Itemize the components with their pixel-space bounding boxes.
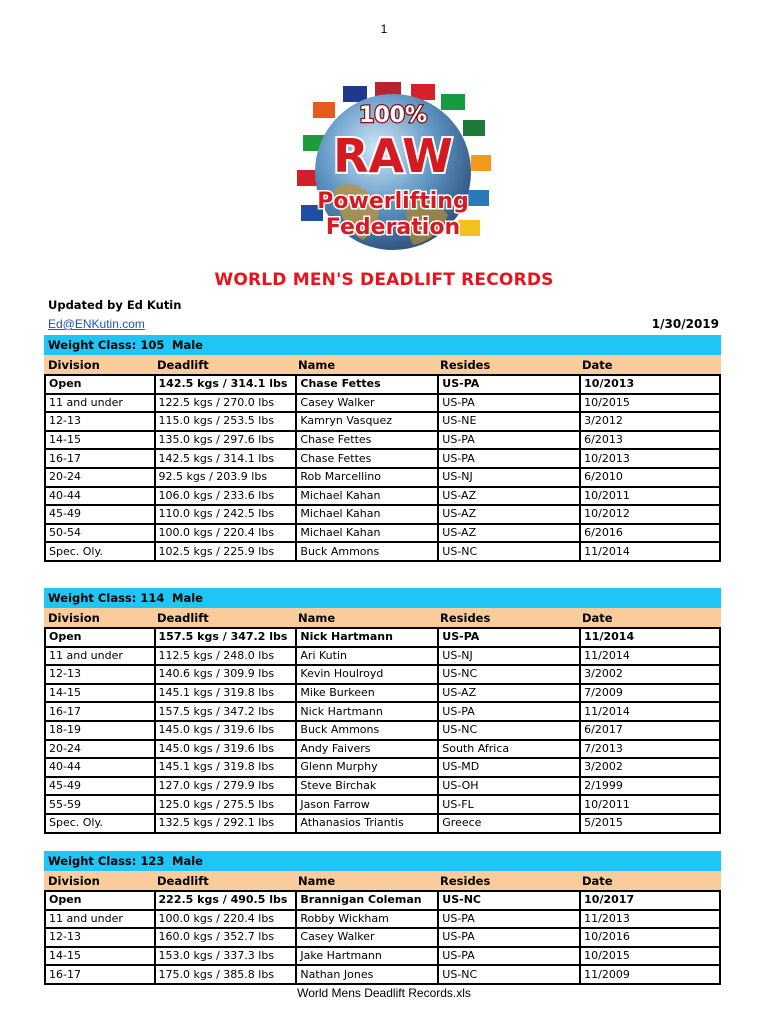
cell-division: 16-17: [45, 449, 155, 468]
cell-deadlift: 140.6 kgs / 309.9 lbs: [155, 665, 297, 684]
cell-date: 10/2012: [580, 505, 720, 524]
weight-class-bar: [44, 588, 721, 608]
cell-resides: US-PA: [438, 449, 580, 468]
cell-name: Chase Fettes: [296, 431, 438, 450]
table-row: [45, 431, 720, 450]
cell-deadlift: 100.0 kgs / 220.4 lbs: [155, 524, 297, 543]
cell-deadlift: 175.0 kgs / 385.8 lbs: [155, 965, 297, 984]
cell-division: Open: [45, 628, 155, 647]
cell-deadlift: 135.0 kgs / 297.6 lbs: [155, 431, 297, 450]
cell-date: 11/2014: [580, 542, 720, 561]
cell-resides: US-PA: [438, 928, 580, 947]
column-header-row: [44, 608, 721, 627]
cell-resides: US-AZ: [438, 684, 580, 703]
logo-powerlifting-text: Powerlifting: [317, 189, 469, 214]
header-division: Division: [48, 874, 100, 888]
table-row: [45, 777, 720, 796]
cell-date: 10/2015: [580, 947, 720, 966]
table-row: [45, 758, 720, 777]
cell-name: Buck Ammons: [296, 542, 438, 561]
cell-deadlift: 102.5 kgs / 225.9 lbs: [155, 542, 297, 561]
logo-100-text: 100%: [359, 103, 427, 128]
weight-class-label: Weight Class: 105: [48, 338, 165, 352]
cell-date: 7/2013: [580, 740, 720, 759]
cell-date: 10/2013: [580, 449, 720, 468]
header-deadlift: Deadlift: [157, 611, 209, 625]
cell-deadlift: 127.0 kgs / 279.9 lbs: [155, 777, 297, 796]
cell-resides: US-MD: [438, 758, 580, 777]
cell-resides: US-PA: [438, 947, 580, 966]
weight-class-section-2: [44, 588, 721, 834]
cell-name: Kevin Houlroyd: [296, 665, 438, 684]
header-name: Name: [298, 611, 336, 625]
cell-division: 14-15: [45, 947, 155, 966]
cell-date: 10/2017: [580, 891, 720, 910]
cell-name: Nick Hartmann: [296, 628, 438, 647]
globe-logo-icon: [293, 80, 493, 260]
cell-resides: US-AZ: [438, 487, 580, 506]
cell-date: 10/2013: [580, 375, 720, 394]
cell-deadlift: 125.0 kgs / 275.5 lbs: [155, 795, 297, 814]
cell-date: 10/2015: [580, 394, 720, 413]
column-header-row: [44, 871, 721, 890]
cell-deadlift: 100.0 kgs / 220.4 lbs: [155, 910, 297, 929]
cell-division: 11 and under: [45, 910, 155, 929]
cell-name: Nick Hartmann: [296, 702, 438, 721]
cell-division: 11 and under: [45, 647, 155, 666]
gender-label: Male: [172, 338, 203, 352]
cell-name: Casey Walker: [296, 928, 438, 947]
cell-division: 14-15: [45, 431, 155, 450]
cell-name: Robby Wickham: [296, 910, 438, 929]
table-row: [45, 375, 720, 394]
records-table: [44, 627, 721, 834]
cell-date: 11/2013: [580, 910, 720, 929]
cell-name: Buck Ammons: [296, 721, 438, 740]
cell-deadlift: 132.5 kgs / 292.1 lbs: [155, 814, 297, 833]
cell-deadlift: 112.5 kgs / 248.0 lbs: [155, 647, 297, 666]
cell-division: 40-44: [45, 487, 155, 506]
table-row: [45, 740, 720, 759]
cell-division: 12-13: [45, 928, 155, 947]
cell-division: Open: [45, 375, 155, 394]
header-date: Date: [582, 874, 613, 888]
gender-label: Male: [172, 591, 203, 605]
cell-deadlift: 115.0 kgs / 253.5 lbs: [155, 412, 297, 431]
header-deadlift: Deadlift: [157, 874, 209, 888]
header-resides: Resides: [440, 874, 491, 888]
cell-name: Casey Walker: [296, 394, 438, 413]
table-row: [45, 965, 720, 984]
cell-resides: US-NE: [438, 412, 580, 431]
cell-resides: US-OH: [438, 777, 580, 796]
header-deadlift: Deadlift: [157, 358, 209, 372]
footer-filename: World Mens Deadlift Records.xls: [297, 986, 471, 1000]
table-row: [45, 910, 720, 929]
cell-resides: US-PA: [438, 431, 580, 450]
cell-division: 20-24: [45, 468, 155, 487]
cell-deadlift: 160.0 kgs / 352.7 lbs: [155, 928, 297, 947]
cell-name: Ari Kutin: [296, 647, 438, 666]
cell-division: 16-17: [45, 702, 155, 721]
cell-division: 18-19: [45, 721, 155, 740]
table-row: [45, 814, 720, 833]
cell-resides: US-NC: [438, 665, 580, 684]
cell-deadlift: 157.5 kgs / 347.2 lbs: [155, 702, 297, 721]
cell-division: 50-54: [45, 524, 155, 543]
cell-deadlift: 157.5 kgs / 347.2 lbs: [155, 628, 297, 647]
cell-date: 10/2011: [580, 795, 720, 814]
cell-division: 12-13: [45, 665, 155, 684]
cell-name: Andy Faivers: [296, 740, 438, 759]
cell-resides: US-NC: [438, 891, 580, 910]
table-row: [45, 468, 720, 487]
cell-name: Glenn Murphy: [296, 758, 438, 777]
table-row: [45, 542, 720, 561]
cell-division: 16-17: [45, 965, 155, 984]
weight-class-label: Weight Class: 123: [48, 854, 165, 868]
cell-division: 45-49: [45, 777, 155, 796]
cell-division: 11 and under: [45, 394, 155, 413]
table-row: [45, 505, 720, 524]
header-date: Date: [582, 611, 613, 625]
table-row: [45, 947, 720, 966]
cell-resides: US-NC: [438, 542, 580, 561]
cell-deadlift: 145.0 kgs / 319.6 lbs: [155, 740, 297, 759]
cell-date: 2/1999: [580, 777, 720, 796]
records-table: [44, 890, 721, 985]
cell-resides: US-NC: [438, 965, 580, 984]
weight-class-bar: [44, 851, 721, 871]
header-division: Division: [48, 611, 100, 625]
weight-class-bar: [44, 335, 721, 355]
table-row: [45, 412, 720, 431]
cell-date: 6/2016: [580, 524, 720, 543]
cell-resides: US-PA: [438, 910, 580, 929]
cell-name: Kamryn Vasquez: [296, 412, 438, 431]
cell-name: Mike Burkeen: [296, 684, 438, 703]
cell-name: Brannigan Coleman: [296, 891, 438, 910]
cell-resides: US-FL: [438, 795, 580, 814]
weight-class-section-1: [44, 335, 721, 562]
table-row: [45, 487, 720, 506]
cell-resides: US-NC: [438, 721, 580, 740]
table-row: [45, 628, 720, 647]
table-row: [45, 449, 720, 468]
cell-division: Spec. Oly.: [45, 814, 155, 833]
cell-division: 55-59: [45, 795, 155, 814]
weight-class-label: Weight Class: 114: [48, 591, 165, 605]
updated-by: Updated by Ed Kutin: [48, 298, 182, 312]
cell-deadlift: 142.5 kgs / 314.1 lbs: [155, 375, 297, 394]
header-division: Division: [48, 358, 100, 372]
cell-division: 12-13: [45, 412, 155, 431]
cell-name: Athanasios Triantis: [296, 814, 438, 833]
cell-name: Jake Hartmann: [296, 947, 438, 966]
cell-division: Open: [45, 891, 155, 910]
table-row: [45, 665, 720, 684]
cell-deadlift: 92.5 kgs / 203.9 lbs: [155, 468, 297, 487]
table-row: [45, 684, 720, 703]
cell-deadlift: 145.1 kgs / 319.8 lbs: [155, 684, 297, 703]
cell-division: Spec. Oly.: [45, 542, 155, 561]
table-row: [45, 702, 720, 721]
cell-resides: South Africa: [438, 740, 580, 759]
header-resides: Resides: [440, 611, 491, 625]
cell-name: Michael Kahan: [296, 505, 438, 524]
cell-resides: US-PA: [438, 375, 580, 394]
cell-deadlift: 153.0 kgs / 337.3 lbs: [155, 947, 297, 966]
cell-date: 11/2014: [580, 702, 720, 721]
cell-name: Michael Kahan: [296, 487, 438, 506]
cell-resides: US-NJ: [438, 468, 580, 487]
cell-resides: US-NJ: [438, 647, 580, 666]
cell-deadlift: 142.5 kgs / 314.1 lbs: [155, 449, 297, 468]
federation-logo: [293, 80, 493, 260]
table-row: [45, 795, 720, 814]
cell-deadlift: 145.0 kgs / 319.6 lbs: [155, 721, 297, 740]
table-row: [45, 647, 720, 666]
gender-label: Male: [172, 854, 203, 868]
cell-resides: US-AZ: [438, 505, 580, 524]
cell-deadlift: 222.5 kgs / 490.5 lbs: [155, 891, 297, 910]
cell-name: Jason Farrow: [296, 795, 438, 814]
cell-name: Rob Marcellino: [296, 468, 438, 487]
header-name: Name: [298, 874, 336, 888]
cell-date: 11/2009: [580, 965, 720, 984]
cell-date: 7/2009: [580, 684, 720, 703]
cell-deadlift: 106.0 kgs / 233.6 lbs: [155, 487, 297, 506]
cell-date: 6/2017: [580, 721, 720, 740]
cell-deadlift: 145.1 kgs / 319.8 lbs: [155, 758, 297, 777]
cell-date: 10/2011: [580, 487, 720, 506]
weight-class-section-3: [44, 851, 721, 985]
column-header-row: [44, 355, 721, 374]
cell-date: 3/2002: [580, 665, 720, 684]
cell-name: Chase Fettes: [296, 449, 438, 468]
cell-resides: US-PA: [438, 702, 580, 721]
cell-name: Nathan Jones: [296, 965, 438, 984]
logo-raw-text: RAW: [333, 129, 453, 183]
page-number: 1: [380, 22, 388, 36]
cell-date: 5/2015: [580, 814, 720, 833]
logo-federation-text: Federation: [325, 215, 461, 240]
page-title: WORLD MEN'S DEADLIFT RECORDS: [214, 270, 554, 290]
cell-deadlift: 110.0 kgs / 242.5 lbs: [155, 505, 297, 524]
email-link[interactable]: Ed@ENKutin.com: [48, 317, 145, 331]
cell-date: 3/2012: [580, 412, 720, 431]
report-date: 1/30/2019: [651, 317, 719, 331]
cell-date: 3/2002: [580, 758, 720, 777]
cell-resides: US-PA: [438, 394, 580, 413]
cell-name: Chase Fettes: [296, 375, 438, 394]
cell-date: 6/2010: [580, 468, 720, 487]
records-table: [44, 374, 721, 562]
header-date: Date: [582, 358, 613, 372]
cell-date: 11/2014: [580, 628, 720, 647]
cell-date: 6/2013: [580, 431, 720, 450]
table-row: [45, 524, 720, 543]
cell-division: 40-44: [45, 758, 155, 777]
cell-date: 10/2016: [580, 928, 720, 947]
header-resides: Resides: [440, 358, 491, 372]
table-row: [45, 721, 720, 740]
table-row: [45, 928, 720, 947]
cell-deadlift: 122.5 kgs / 270.0 lbs: [155, 394, 297, 413]
cell-division: 45-49: [45, 505, 155, 524]
cell-division: 20-24: [45, 740, 155, 759]
table-row: [45, 891, 720, 910]
cell-resides: US-PA: [438, 628, 580, 647]
cell-resides: Greece: [438, 814, 580, 833]
cell-name: Michael Kahan: [296, 524, 438, 543]
cell-division: 14-15: [45, 684, 155, 703]
header-name: Name: [298, 358, 336, 372]
cell-resides: US-AZ: [438, 524, 580, 543]
table-row: [45, 394, 720, 413]
cell-name: Steve Birchak: [296, 777, 438, 796]
cell-date: 11/2014: [580, 647, 720, 666]
